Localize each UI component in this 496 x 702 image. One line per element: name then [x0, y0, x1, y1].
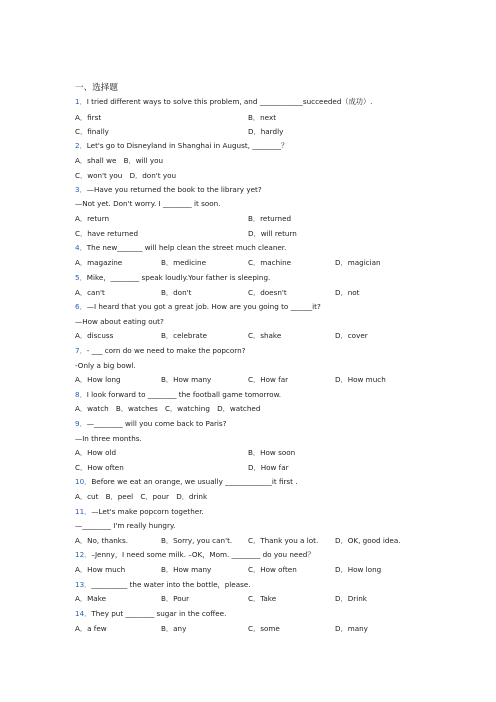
option-d[interactable]: D．How much: [335, 375, 386, 384]
question-3: [75, 185, 262, 195]
question-text: I look forward to ________ the football game tomorrow.: [86, 390, 282, 399]
option-a[interactable]: A．first: [75, 113, 102, 122]
question-1: [75, 97, 372, 107]
option-a[interactable]: A．Make: [75, 594, 107, 603]
options-cd[interactable]: C．won't you D．don't you: [75, 171, 177, 180]
question-text: Let's go to Disneyland in Shanghai in August, ________？: [86, 141, 289, 150]
option-a[interactable]: A．How much: [75, 565, 126, 574]
question-text: __________ the water into the bottle，please.: [91, 580, 251, 589]
question-number: 14．: [75, 609, 92, 618]
option-a[interactable]: A．return: [75, 214, 110, 223]
option-a[interactable]: A．discuss: [75, 331, 114, 340]
question-number: 13．: [75, 580, 92, 589]
question-number: 7．: [75, 346, 87, 355]
question-number: 9．: [75, 419, 87, 428]
option-d[interactable]: D．not: [335, 288, 360, 297]
question-number: 2．: [75, 141, 87, 150]
option-b[interactable]: B．medicine: [161, 258, 207, 267]
question-text: - ___ corn do we need to make the popcorn?: [86, 346, 246, 355]
option-d[interactable]: D．cover: [335, 331, 368, 340]
option-b[interactable]: B．How soon: [248, 448, 296, 457]
options-row[interactable]: A．watch B．watches C．watching D．watched: [75, 404, 261, 413]
question-text-2: -Only a big bowl.: [75, 361, 136, 370]
question-text: —Have you returned the book to the library yet?: [86, 185, 262, 194]
question-number: 8．: [75, 390, 87, 399]
question-6: [75, 302, 321, 312]
question-text: —Let's make popcorn together.: [91, 507, 204, 516]
question-text-2: —How about eating out?: [75, 317, 164, 326]
option-d[interactable]: D．hardly: [248, 127, 284, 136]
question-text: Before we eat an orange, we usually _____________it first .: [91, 477, 298, 486]
question-number: 11．: [75, 507, 92, 516]
option-a[interactable]: A．How long: [75, 375, 121, 384]
option-c[interactable]: C．How far: [248, 375, 289, 384]
option-a[interactable]: A．No, thanks.: [75, 536, 128, 545]
question-text: They put ________ sugar in the coffee.: [91, 609, 227, 618]
question-number: 6．: [75, 302, 87, 311]
question-13: [75, 580, 251, 590]
option-b[interactable]: B．celebrate: [161, 331, 208, 340]
option-c[interactable]: C．Thank you a lot.: [248, 536, 319, 545]
option-a[interactable]: A．How old: [75, 448, 117, 457]
options-row[interactable]: A．cut B．peel C．pour D．drink: [75, 492, 208, 501]
option-b[interactable]: B．Sorry, you can't.: [161, 536, 233, 545]
option-d[interactable]: D．How long: [335, 565, 382, 574]
section-title: 一、选择题: [75, 83, 118, 93]
option-c[interactable]: C．have returned: [75, 229, 139, 238]
option-b[interactable]: B．next: [248, 113, 277, 122]
option-c[interactable]: C．How often: [248, 565, 297, 574]
question-text: —________ will you come back to Paris?: [86, 419, 227, 428]
option-a[interactable]: A．magazine: [75, 258, 123, 267]
question-text: Mike，________ speak loudly.Your father is sleeping.: [86, 273, 271, 282]
question-5: [75, 273, 270, 283]
question-10: [75, 477, 298, 487]
option-c[interactable]: C．finally: [75, 127, 109, 136]
option-c[interactable]: C．Take: [248, 594, 277, 603]
question-text: I tried different ways to solve this problem, and ____________succeeded（成功）.: [86, 97, 373, 106]
option-d[interactable]: D．How far: [248, 463, 289, 472]
question-number: 4．: [75, 243, 87, 252]
options-ab[interactable]: A．shall we B．will you: [75, 156, 164, 165]
option-b[interactable]: B．returned: [248, 214, 292, 223]
question-text-2: —In three months.: [75, 434, 142, 443]
option-d[interactable]: D．many: [335, 624, 368, 633]
question-11: [75, 507, 204, 517]
question-text: –Jenny，I need some milk. –OK，Mom. ________ do you need？: [91, 550, 315, 559]
question-number: 12．: [75, 550, 92, 559]
question-14: [75, 609, 226, 619]
option-b[interactable]: B．any: [161, 624, 187, 633]
option-c[interactable]: C．shake: [248, 331, 282, 340]
option-b[interactable]: B．How many: [161, 375, 212, 384]
option-d[interactable]: D．magician: [335, 258, 381, 267]
option-d[interactable]: D．will return: [248, 229, 297, 238]
question-number: 5．: [75, 273, 87, 282]
question-text: —I heard that you got a great job. How are you going to ______it?: [86, 302, 321, 311]
question-12: [75, 550, 315, 560]
option-d[interactable]: D．OK, good idea.: [335, 536, 401, 545]
question-4: [75, 243, 286, 253]
question-8: [75, 390, 281, 400]
option-c[interactable]: C．some: [248, 624, 280, 633]
option-b[interactable]: B．Pour: [161, 594, 190, 603]
question-text-2: —________ I'm really hungry.: [75, 521, 176, 530]
option-b[interactable]: B．How many: [161, 565, 212, 574]
question-9: [75, 419, 226, 429]
option-b[interactable]: B．don't: [161, 288, 192, 297]
question-2: [75, 141, 288, 151]
question-number: 10．: [75, 477, 92, 486]
question-number: 1．: [75, 97, 87, 106]
option-c[interactable]: C．machine: [248, 258, 292, 267]
question-text-2: —Not yet. Don't worry. I ________ it soon.: [75, 199, 221, 208]
option-d[interactable]: D．Drink: [335, 594, 367, 603]
question-number: 3．: [75, 185, 87, 194]
question-text: The new_______ will help clean the street much cleaner.: [86, 243, 287, 252]
option-c[interactable]: C．doesn't: [248, 288, 287, 297]
option-a[interactable]: A．a few: [75, 624, 107, 633]
question-7: [75, 346, 245, 356]
option-c[interactable]: C．How often: [75, 463, 124, 472]
option-a[interactable]: A．can't: [75, 288, 105, 297]
